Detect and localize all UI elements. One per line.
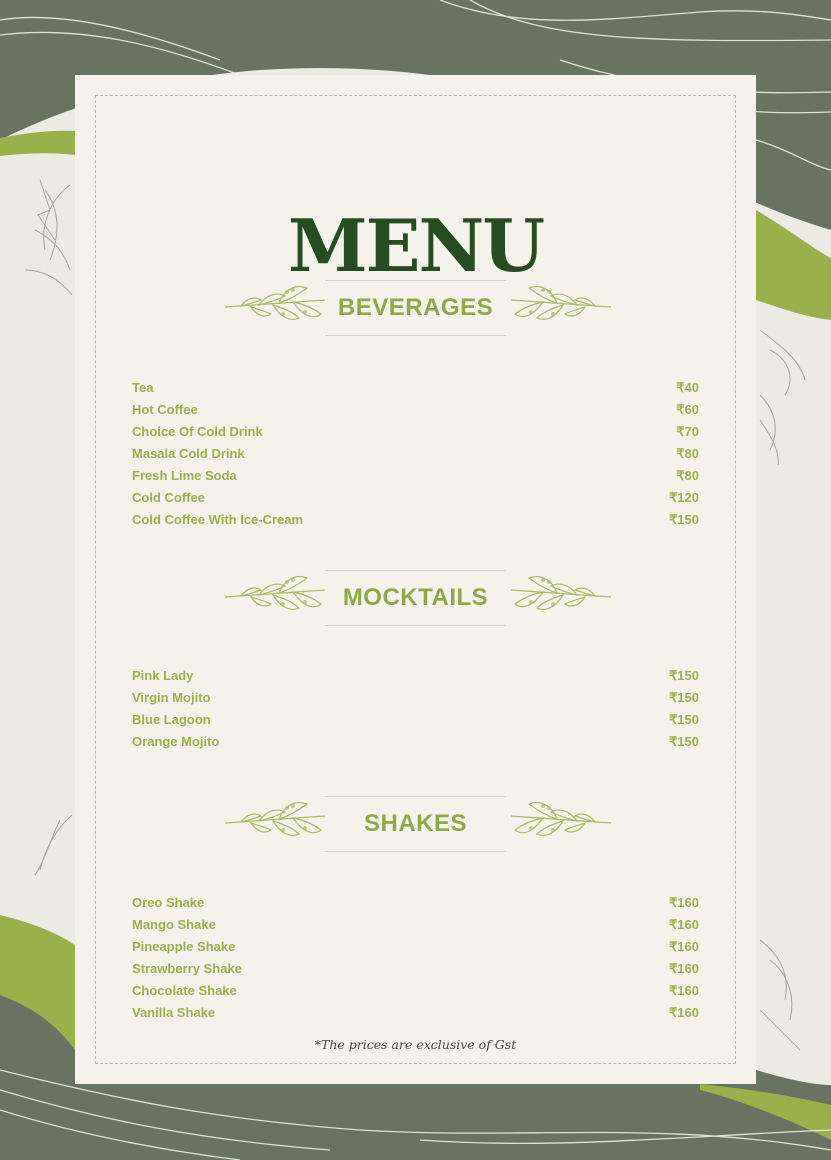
leaf-sprig-icon <box>507 568 615 626</box>
item-name: Pink Lady <box>132 668 194 683</box>
item-price: ₹150 <box>669 668 699 683</box>
leaf-sprig-icon <box>507 794 615 852</box>
item-name: Vanilla Shake <box>132 1005 216 1020</box>
menu-item <box>132 421 699 443</box>
item-name: Oreo Shake <box>132 895 205 910</box>
item-price: ₹160 <box>669 983 699 998</box>
item-name: Virgin Mojito <box>132 690 211 705</box>
menu-item <box>132 936 699 958</box>
item-price: ₹160 <box>669 939 699 954</box>
beverages-list <box>132 377 699 531</box>
mocktails-list <box>132 665 699 753</box>
menu-item <box>132 1002 699 1024</box>
item-price: ₹80 <box>676 446 699 461</box>
item-price: ₹150 <box>669 690 699 705</box>
item-name: Fresh Lime Soda <box>132 468 237 483</box>
menu-item <box>132 914 699 936</box>
item-name: Masala Cold Drink <box>132 446 245 461</box>
menu-item <box>132 709 699 731</box>
shakes-list <box>132 892 699 1024</box>
menu-item <box>132 509 699 531</box>
item-price: ₹160 <box>669 895 699 910</box>
item-price: ₹60 <box>676 402 699 417</box>
section-heading: MOCKTAILS <box>342 584 489 611</box>
item-name: Tea <box>132 380 154 395</box>
menu-item <box>132 443 699 465</box>
menu-item <box>132 465 699 487</box>
item-name: Strawberry Shake <box>132 961 242 976</box>
item-name: Blue Lagoon <box>132 712 211 727</box>
item-price: ₹70 <box>676 424 699 439</box>
item-name: Choice Of Cold Drink <box>132 424 263 439</box>
item-price: ₹160 <box>669 917 699 932</box>
section-header-mocktails <box>75 570 756 630</box>
section-heading: BEVERAGES <box>337 294 494 321</box>
menu-item <box>132 687 699 709</box>
item-name: Mango Shake <box>132 917 216 932</box>
item-price: ₹80 <box>676 468 699 483</box>
item-price: ₹160 <box>669 961 699 976</box>
item-name: Chocolate Shake <box>132 983 237 998</box>
menu-item <box>132 487 699 509</box>
item-name: Orange Mojito <box>132 734 220 749</box>
item-price: ₹150 <box>669 734 699 749</box>
section-header-beverages <box>75 280 756 340</box>
leaf-sprig-icon <box>507 278 615 336</box>
menu-item <box>132 980 699 1002</box>
menu-item <box>132 665 699 687</box>
item-price: ₹120 <box>669 490 699 505</box>
item-price: ₹160 <box>669 1005 699 1020</box>
menu-item <box>132 958 699 980</box>
menu-item <box>132 399 699 421</box>
item-name: Pineapple Shake <box>132 939 236 954</box>
item-price: ₹150 <box>669 712 699 727</box>
menu-item <box>132 892 699 914</box>
item-price: ₹40 <box>676 380 699 395</box>
item-name: Cold Coffee <box>132 490 205 505</box>
menu-item <box>132 377 699 399</box>
section-heading: SHAKES <box>363 810 468 837</box>
section-header-shakes <box>75 796 756 856</box>
menu-item <box>132 731 699 753</box>
item-name: Hot Coffee <box>132 402 198 417</box>
menu-card <box>75 75 756 1084</box>
item-price: ₹150 <box>669 512 699 527</box>
price-footnote: *The prices are exclusive of Gst <box>314 1037 517 1052</box>
menu-title: MENU <box>287 203 544 288</box>
item-name: Cold Coffee With Ice-Cream <box>132 512 304 527</box>
